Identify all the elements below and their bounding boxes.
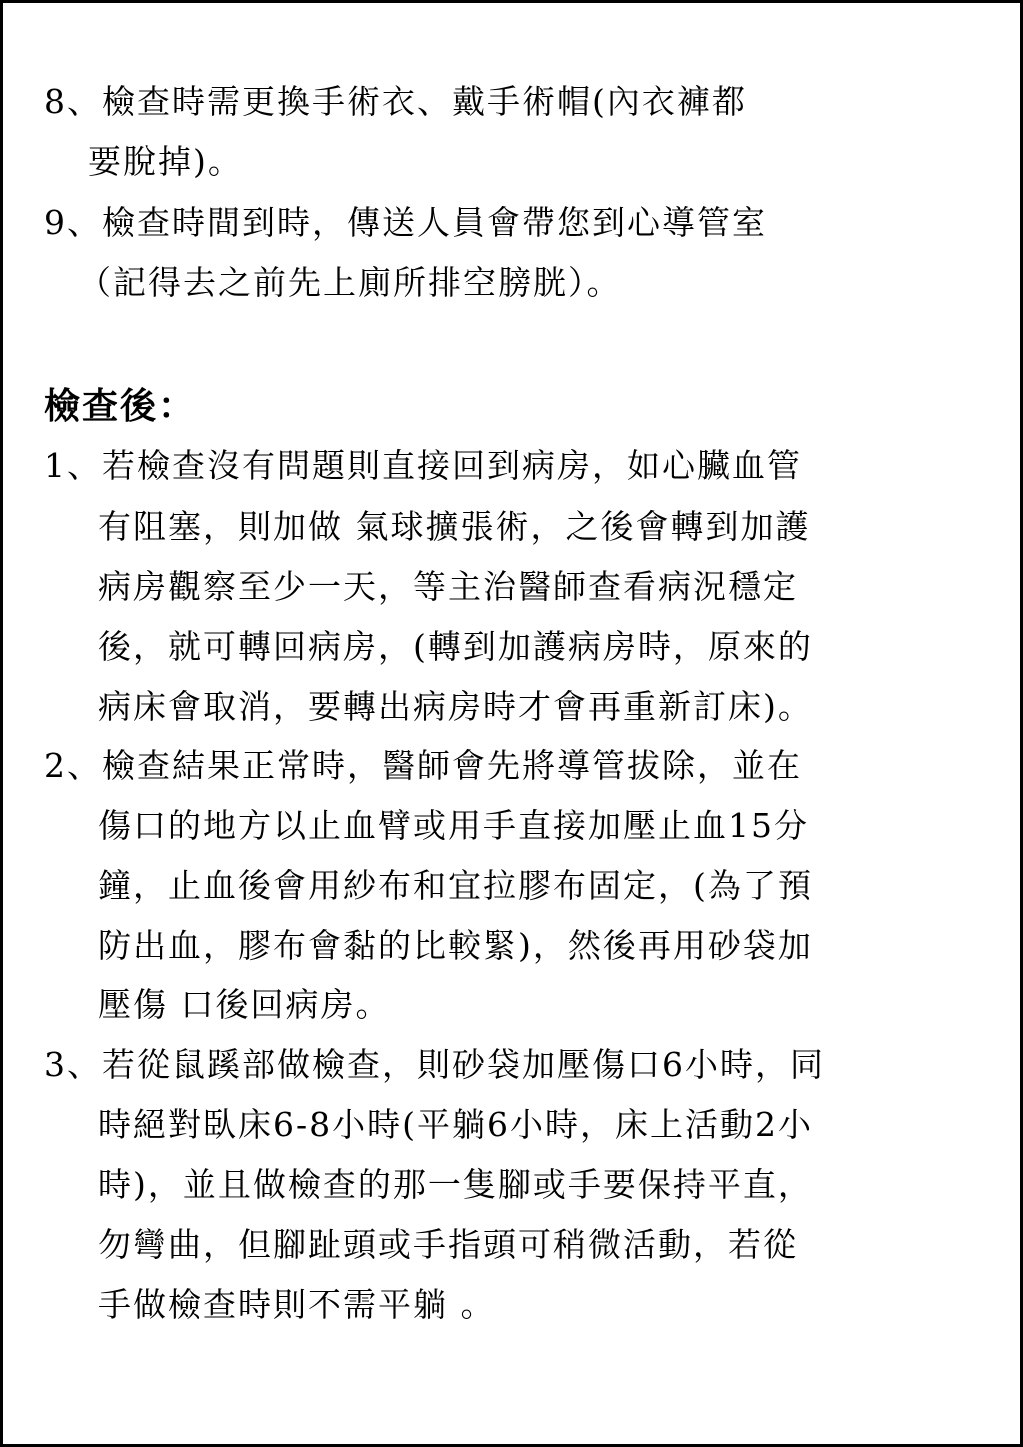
item-8-line-1: 8、檢查時需更換手術衣、戴手術帽(內衣褲都 <box>44 82 747 121</box>
after-item-1-line-1: 1、若檢查沒有問題則直接回到病房，如心臟血管 <box>44 446 802 485</box>
after-item-2-line-3: 鐘，止血後會用紗布和宜拉膠布固定，(為了預 <box>98 866 813 905</box>
item-9-line-2: （記得去之前先上廁所排空膀胱）。 <box>78 263 622 302</box>
after-item-1-line-2: 有阻塞，則加做 氣球擴張術，之後會轉到加護 <box>98 507 811 546</box>
after-item-1-line-4: 後，就可轉回病房，(轉到加護病房時，原來的 <box>98 627 813 666</box>
after-item-2-line-5: 壓傷 口後回病房。 <box>98 985 391 1024</box>
after-item-3-line-2: 時絕對臥床6-8小時(平躺6小時，床上活動2小 <box>98 1105 814 1144</box>
section-heading-after-exam: 檢查後： <box>44 385 197 427</box>
after-item-2-line-1: 2、檢查結果正常時，醫師會先將導管拔除，並在 <box>44 746 802 785</box>
after-item-3-line-3: 時)，並且做檢查的那一隻腳或手要保持平直， <box>98 1165 813 1204</box>
after-item-3-line-5: 手做檢查時則不需平躺 。 <box>98 1285 496 1324</box>
item-9-line-1: 9、檢查時間到時，傳送人員會帶您到心導管室 <box>44 203 767 242</box>
item-8-line-2: 要脫掉)。 <box>88 142 243 181</box>
after-item-1-line-3: 病房觀察至少一天，等主治醫師查看病況穩定 <box>98 567 798 606</box>
after-item-2-line-2: 傷口的地方以止血臂或用手直接加壓止血15分 <box>98 806 809 845</box>
after-item-2-line-4: 防出血，膠布會黏的比較緊)，然後再用砂袋加 <box>98 926 813 965</box>
after-item-3-line-1: 3、若從鼠蹊部做檢查，則砂袋加壓傷口6小時，同 <box>44 1045 825 1084</box>
after-item-1-line-5: 病床會取消，要轉出病房時才會再重新訂床)。 <box>98 687 813 726</box>
after-item-3-line-4: 勿彎曲，但腳趾頭或手指頭可稍微活動，若從 <box>98 1225 798 1264</box>
